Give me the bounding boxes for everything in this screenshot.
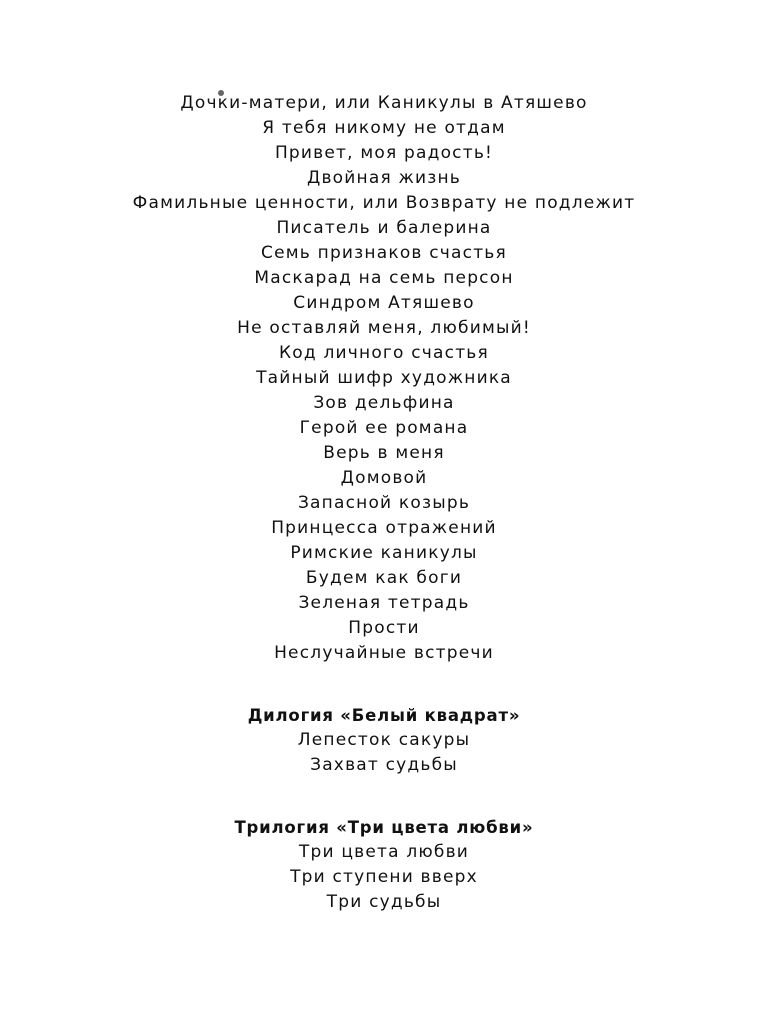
trilogy-book-title: Три ступени вверх <box>290 867 478 887</box>
book-title: Герой ее романа <box>299 418 469 438</box>
book-list-page <box>0 91 768 915</box>
book-title: Зеленая тетрадь <box>298 593 470 613</box>
book-title: Прости <box>348 618 420 638</box>
book-title: Двойная жизнь <box>306 168 462 188</box>
dilogy-heading: Дилогия «Белый квадрат» <box>247 706 521 725</box>
book-title: Будем как боги <box>305 568 463 588</box>
book-title: Не оставляй меня, любимый! <box>237 318 531 338</box>
book-title: Привет, моя радость! <box>274 143 494 163</box>
book-title: Неслучайные встречи <box>274 643 494 663</box>
section-gap <box>0 666 768 703</box>
book-title: Код личного счастья <box>279 343 489 363</box>
book-title: Верь в меня <box>323 443 445 463</box>
trilogy-heading: Трилогия «Три цвета любви» <box>234 818 534 837</box>
book-title: Домовой <box>340 468 428 488</box>
book-title: Фамильные ценности, или Возврату не подлежит <box>132 193 636 213</box>
book-title: Я тебя никому не отдам <box>262 118 506 138</box>
book-title: Семь признаков счастья <box>261 243 507 263</box>
book-title: Дочки-матери, или Каникулы в Атяшево <box>180 93 588 113</box>
trilogy-book-title: Три цвета любви <box>298 842 470 862</box>
section-gap <box>0 778 768 815</box>
book-title: Синдром Атяшево <box>293 293 475 313</box>
book-title: Зов дельфина <box>313 393 455 413</box>
book-title: Маскарад на семь персон <box>254 268 514 288</box>
trilogy-book-title: Три судьбы <box>326 892 442 912</box>
book-title: Писатель и балерина <box>276 218 492 238</box>
book-title: Римские каникулы <box>290 543 478 563</box>
book-title: Тайный шифр художника <box>256 368 512 388</box>
book-title: Запасной козырь <box>297 493 471 513</box>
book-title: Принцесса отражений <box>271 518 497 538</box>
dilogy-book-title: Лепесток сакуры <box>297 730 471 750</box>
dilogy-book-title: Захват судьбы <box>310 755 458 775</box>
